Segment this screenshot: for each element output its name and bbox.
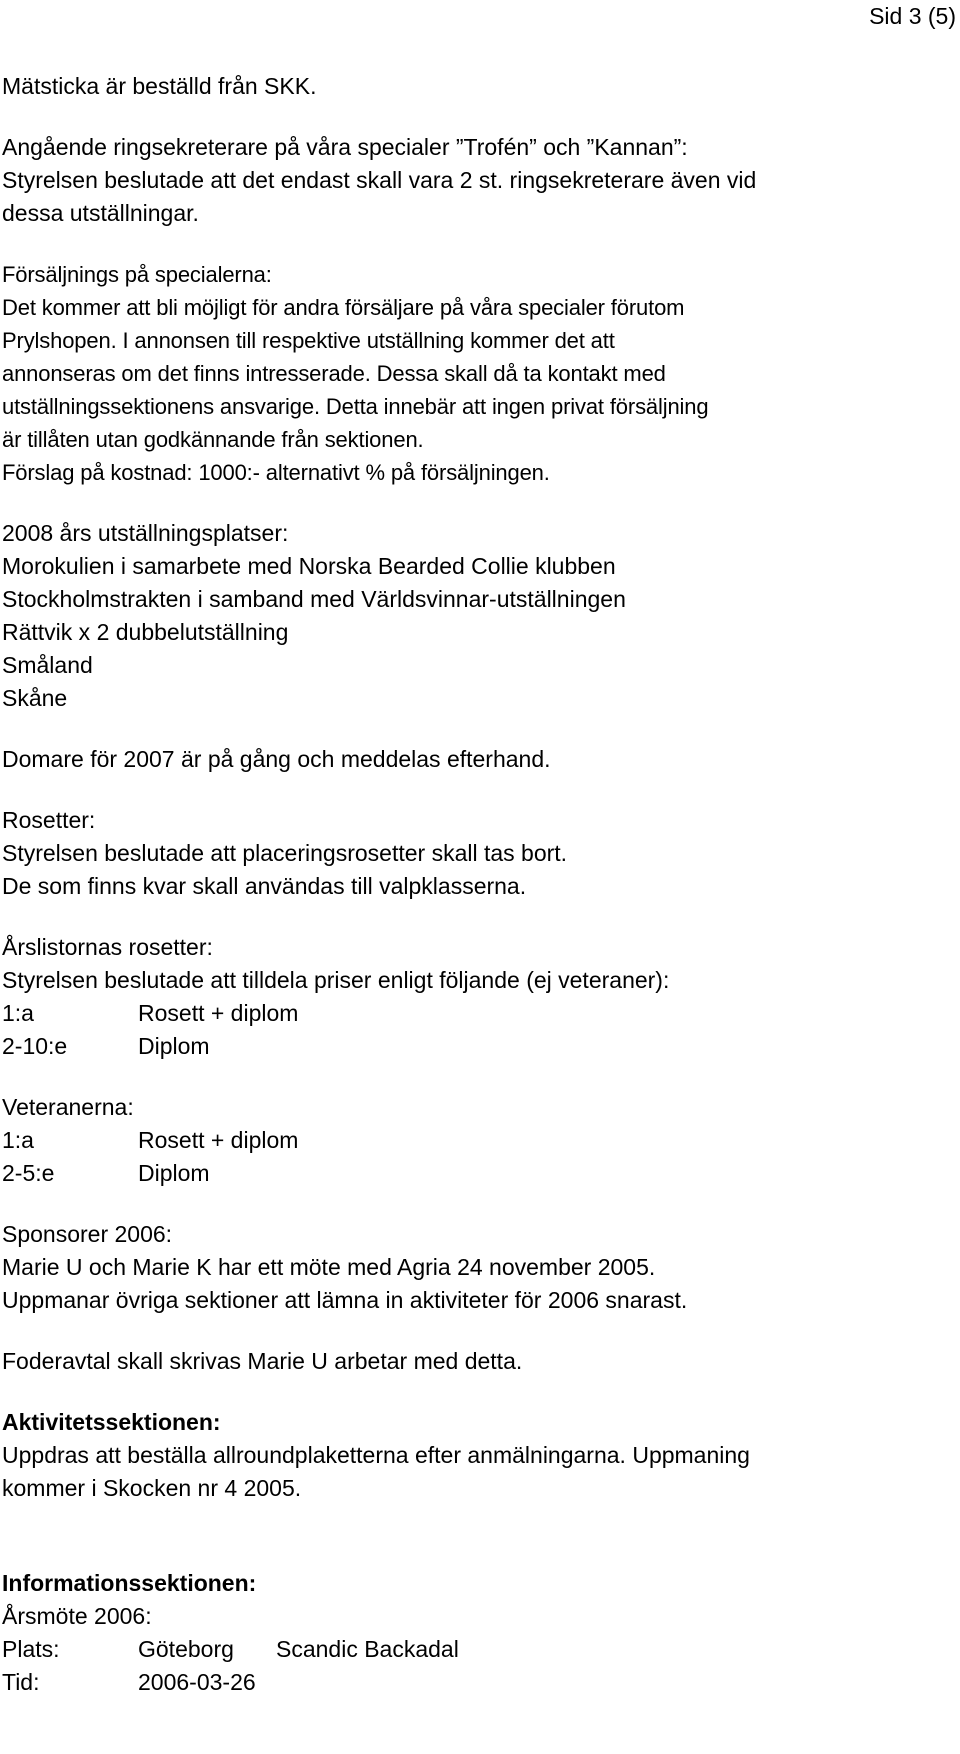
- text-line: Styrelsen beslutade att det endast skall vara 2 st. ringsekreterare även vid: [2, 167, 757, 193]
- meeting-place-row: [2, 1633, 952, 1666]
- text-line: Domare för 2007 är på gång och meddelas efterhand.: [2, 746, 551, 772]
- prize-row: [2, 1030, 952, 1063]
- paragraph-measuring-stick: [2, 70, 952, 103]
- prize-value: Diplom: [138, 1160, 210, 1186]
- section-heading: Försäljnings på specialerna:: [2, 262, 272, 287]
- prize-row: [2, 997, 952, 1030]
- paragraph-show-locations: [2, 517, 952, 715]
- prize-place: 2-5:e: [2, 1160, 55, 1186]
- page-number: Sid 3 (5): [869, 3, 956, 29]
- text-line: dessa utställningar.: [2, 200, 199, 226]
- text-line: utställningssektionens ansvarige. Detta innebär att ingen privat försäljning: [2, 394, 709, 419]
- text-line: är tillåten utan godkännande från sektionen.: [2, 427, 424, 452]
- text-line: Angående ringsekreterare på våra specialer ”Trofén” och ”Kannan”:: [2, 134, 688, 160]
- paragraph-sponsors: [2, 1218, 952, 1317]
- sub-heading: Årsmöte 2006:: [2, 1603, 152, 1629]
- paragraph-feed-agreement: [2, 1345, 952, 1378]
- list-item: Stockholmstrakten i samband med Världsvinnar-utställningen: [2, 586, 626, 612]
- paragraph-judges: [2, 743, 952, 776]
- prize-place: 1:a: [2, 1127, 34, 1153]
- paragraph-information-section: [2, 1567, 952, 1699]
- paragraph-ring-secretaries: [2, 131, 952, 230]
- document-body: [2, 70, 952, 1699]
- text-line: kommer i Skocken nr 4 2005.: [2, 1475, 302, 1501]
- prize-place: 2-10:e: [2, 1033, 68, 1059]
- prize-row: [2, 1157, 952, 1190]
- time-label: Tid:: [2, 1669, 40, 1695]
- text-line: Styrelsen beslutade att tilldela priser enligt följande (ej veteraner):: [2, 967, 670, 993]
- text-line: Styrelsen beslutade att placeringsrosetter skall tas bort.: [2, 840, 568, 866]
- place-venue: Scandic Backadal: [276, 1636, 459, 1662]
- prize-value: Rosett + diplom: [138, 1127, 299, 1153]
- paragraph-annual-rosettes: [2, 931, 952, 1063]
- text-line: Uppdras att beställa allroundplaketterna efter anmälningarna. Uppmaning: [2, 1442, 750, 1468]
- section-heading: Informationssektionen:: [2, 1570, 257, 1596]
- prize-value: Rosett + diplom: [138, 1000, 299, 1026]
- prize-value: Diplom: [138, 1033, 210, 1059]
- paragraph-activity-section: [2, 1406, 952, 1505]
- section-heading: Årslistornas rosetter:: [2, 934, 213, 960]
- time-value: 2006-03-26: [138, 1669, 256, 1695]
- place-city: Göteborg: [138, 1636, 234, 1662]
- section-heading: Aktivitetssektionen:: [2, 1409, 221, 1435]
- section-heading: Veteranerna:: [2, 1094, 134, 1120]
- paragraph-rosettes: [2, 804, 952, 903]
- text-line: De som finns kvar skall användas till valpklasserna.: [2, 873, 527, 899]
- list-item: Morokulien i samarbete med Norska Bearded Collie klubben: [2, 553, 616, 579]
- paragraph-sales: [2, 258, 952, 489]
- text-line: Uppmanar övriga sektioner att lämna in aktiviteter för 2006 snarast.: [2, 1287, 688, 1313]
- text-line: Det kommer att bli möjligt för andra försäljare på våra specialer förutom: [2, 295, 685, 320]
- prize-row: [2, 1124, 952, 1157]
- list-item: Rättvik x 2 dubbelutställning: [2, 619, 289, 645]
- text-line: Prylshopen. I annonsen till respektive utställning kommer det att: [2, 328, 615, 353]
- section-heading: 2008 års utställningsplatser:: [2, 520, 289, 546]
- place-label: Plats:: [2, 1636, 60, 1662]
- paragraph-veterans: [2, 1091, 952, 1190]
- section-heading: Sponsorer 2006:: [2, 1221, 173, 1247]
- text-line: Mätsticka är beställd från SKK.: [2, 73, 317, 99]
- text-line: Marie U och Marie K har ett möte med Agria 24 november 2005.: [2, 1254, 656, 1280]
- text-line: Förslag på kostnad: 1000:- alternativt % på försäljningen.: [2, 460, 550, 485]
- list-item: Småland: [2, 652, 93, 678]
- list-item: Skåne: [2, 685, 68, 711]
- meeting-time-row: [2, 1666, 952, 1699]
- text-line: annonseras om det finns intresserade. Dessa skall då ta kontakt med: [2, 361, 666, 386]
- prize-place: 1:a: [2, 1000, 34, 1026]
- text-line: Foderavtal skall skrivas Marie U arbetar med detta.: [2, 1348, 523, 1374]
- section-heading: Rosetter:: [2, 807, 96, 833]
